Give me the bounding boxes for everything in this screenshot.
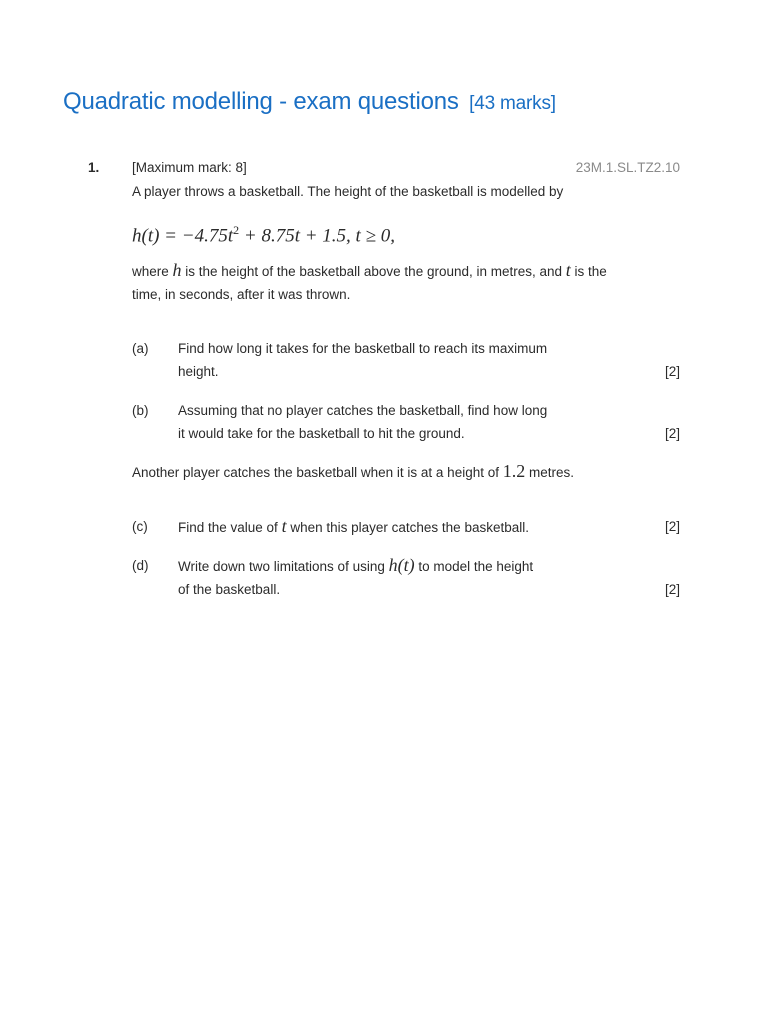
part-b-line-2: it would take for the basketball to hit the ground. — [178, 426, 465, 441]
interlude-pre: Another player catches the basketball when it is at a height of — [132, 465, 503, 480]
question-intro: A player throws a basketball. The height of the basketball is modelled by — [132, 184, 564, 199]
part-b-marks: [2] — [664, 426, 680, 441]
part-a-line-2: height. — [178, 364, 219, 379]
question-number: 1. — [88, 160, 100, 175]
part-a-marks: [2] — [664, 364, 680, 379]
part-c-var-t: t — [281, 516, 287, 536]
part-d-line-1 — [178, 554, 533, 578]
where-line-2: time, in seconds, after it was thrown. — [132, 287, 351, 302]
question-reference: 23M.1.SL.TZ2.10 — [575, 160, 680, 175]
title-text: Quadratic modelling - exam questions — [63, 88, 459, 115]
part-d-marks: [2] — [664, 582, 680, 597]
page-title — [63, 88, 556, 116]
part-b-label: (b) — [132, 403, 149, 418]
part-d-post: to model the height — [414, 559, 534, 574]
part-b-line-1: Assuming that no player catches the basketball, find how long — [178, 403, 548, 418]
part-c-line-1 — [178, 515, 529, 539]
where-mid: is the height of the basketball above the ground, in metres, and — [181, 264, 566, 279]
interlude-text — [132, 460, 574, 484]
part-d-func: h(t) — [388, 555, 415, 575]
formula-coef1: −4.75t — [181, 225, 234, 247]
formula-rest: + 8.75t + 1.5, t ≥ 0, — [239, 225, 396, 247]
var-h: h — [172, 260, 182, 280]
where-post: is the — [570, 264, 607, 279]
part-d-label: (d) — [132, 558, 149, 573]
formula-exponent: 2 — [233, 223, 240, 237]
var-t: t — [565, 260, 571, 280]
part-a-line-1: Find how long it takes for the basketball to reach its maximum — [178, 341, 548, 356]
part-a-label: (a) — [132, 341, 149, 356]
formula-lhs: h(t) = — [132, 225, 182, 247]
part-d-line-2: of the basketball. — [178, 582, 281, 597]
interlude-post: metres. — [525, 465, 574, 480]
maximum-mark: [Maximum mark: 8] — [132, 160, 247, 175]
interlude-value: 1.2 — [502, 461, 526, 481]
part-c-pre: Find the value of — [178, 520, 282, 535]
height-formula — [132, 216, 395, 250]
part-d-pre: Write down two limitations of using — [178, 559, 389, 574]
where-line-1 — [132, 259, 607, 283]
part-c-marks: [2] — [664, 519, 680, 534]
part-c-label: (c) — [132, 519, 148, 534]
total-marks: [43 marks] — [469, 93, 556, 114]
part-c-post: when this player catches the basketball. — [286, 520, 529, 535]
where-pre: where — [132, 264, 173, 279]
